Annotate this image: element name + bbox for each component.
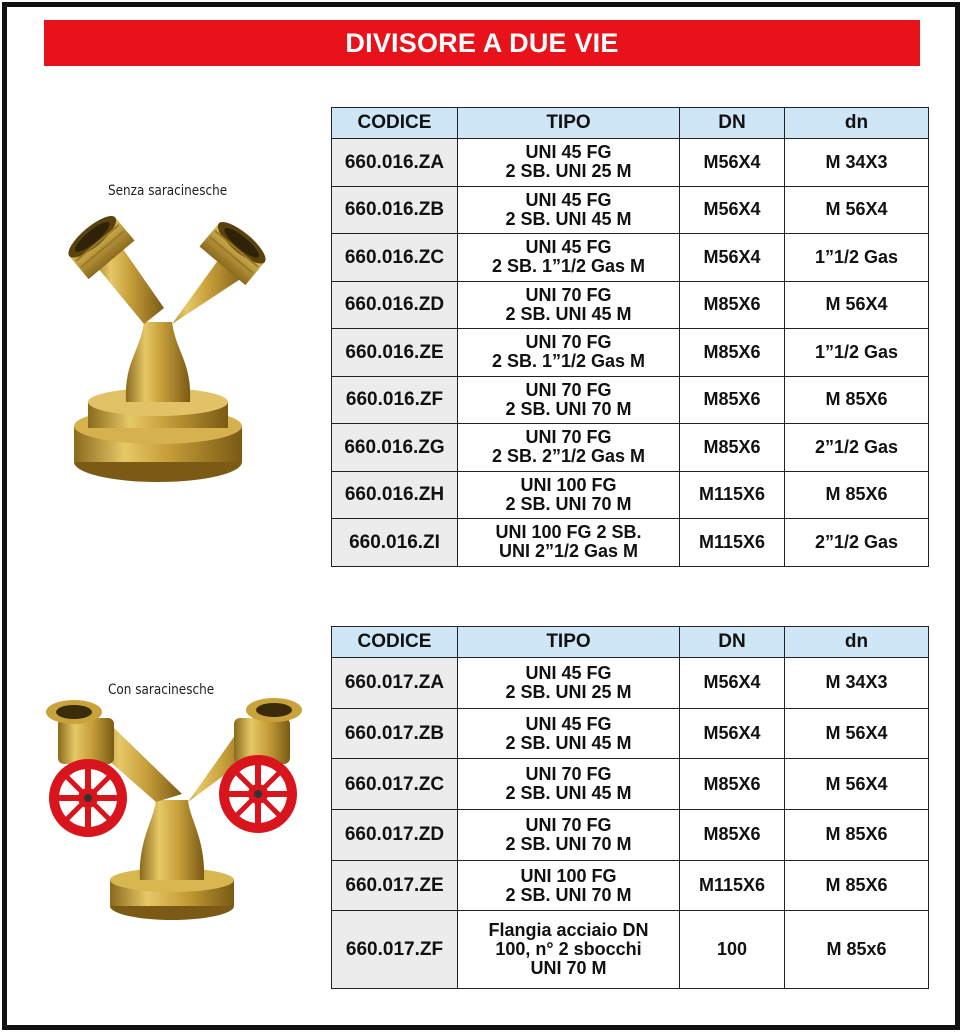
- cell-dn: M 85X6: [785, 471, 929, 519]
- table-row: [332, 234, 929, 282]
- cell-tipo: [458, 376, 680, 424]
- cell-codice: 660.016.ZF: [332, 376, 458, 424]
- table-row: [332, 658, 929, 709]
- table-row: [332, 519, 929, 567]
- cell-tipo: [458, 519, 680, 567]
- tipo-line-1: UNI 100 FG 2 SB.: [495, 522, 642, 543]
- cell-codice: 660.016.ZD: [332, 281, 458, 329]
- cell-dn: M 56X4: [785, 186, 929, 234]
- tipo-line-2: 2 SB. UNI 45 M: [505, 208, 632, 229]
- tipo-line-3: UNI 70 M: [530, 958, 607, 979]
- y-divider-with-valves-illustration: [22, 690, 322, 930]
- tipo-line-2: 2 SB. 1”1/2 Gas M: [491, 256, 646, 277]
- tipo-line-1: Flangia acciaio DN: [488, 920, 649, 941]
- cell-dn: M 85X6: [785, 376, 929, 424]
- header-codice: CODICE: [332, 108, 458, 139]
- tipo-line-2: 2 SB. UNI 25 M: [505, 161, 632, 182]
- cell-DN: M85X6: [680, 329, 785, 377]
- page-title: DIVISORE A DUE VIE: [44, 20, 920, 66]
- cell-codice: 660.016.ZI: [332, 519, 458, 567]
- header-dn: dn: [785, 627, 929, 658]
- tipo-line-1: UNI 45 FG: [525, 237, 612, 258]
- cell-dn: M 34X3: [785, 139, 929, 187]
- cell-tipo: [458, 708, 680, 759]
- cell-tipo: [458, 810, 680, 861]
- table-header-row: [332, 108, 929, 139]
- tipo-line-2: 2 SB. UNI 25 M: [505, 681, 632, 702]
- table-header-row: [332, 627, 929, 658]
- table-row: [332, 860, 929, 911]
- cell-codice: 660.017.ZA: [332, 658, 458, 709]
- cell-dn: 2”1/2 Gas: [785, 519, 929, 567]
- cell-codice: 660.016.ZE: [332, 329, 458, 377]
- tipo-line-1: UNI 70 FG: [525, 284, 612, 305]
- cell-dn: M 56X4: [785, 759, 929, 810]
- cell-codice: 660.016.ZG: [332, 424, 458, 472]
- table-row: [332, 911, 929, 989]
- cell-codice: 660.017.ZE: [332, 860, 458, 911]
- cell-tipo: [458, 658, 680, 709]
- tipo-line-2: 2 SB. 1”1/2 Gas M: [491, 351, 646, 372]
- cell-tipo: [458, 139, 680, 187]
- table-row: [332, 281, 929, 329]
- cell-DN: M56X4: [680, 658, 785, 709]
- cell-dn: M 85X6: [785, 860, 929, 911]
- tipo-line-1: UNI 70 FG: [525, 764, 612, 785]
- header-dn: dn: [785, 108, 929, 139]
- cell-DN: M85X6: [680, 424, 785, 472]
- cell-DN: M85X6: [680, 810, 785, 861]
- cell-tipo: [458, 186, 680, 234]
- header-codice: CODICE: [332, 627, 458, 658]
- table-row: [332, 139, 929, 187]
- cell-codice: 660.017.ZC: [332, 759, 458, 810]
- right-valve-handwheel-icon: [224, 760, 292, 828]
- cell-codice: 660.016.ZC: [332, 234, 458, 282]
- cell-DN: M56X4: [680, 708, 785, 759]
- cell-dn: M 85X6: [785, 810, 929, 861]
- tipo-line-1: UNI 45 FG: [525, 713, 612, 734]
- tipo-line-2: 2 SB. UNI 45 M: [505, 732, 632, 753]
- table-row: [332, 186, 929, 234]
- cell-tipo: [458, 911, 680, 989]
- cell-codice: 660.016.ZA: [332, 139, 458, 187]
- tipo-line-2: 100, n° 2 sbocchi: [495, 939, 642, 960]
- cell-tipo: [458, 860, 680, 911]
- table-row: [332, 376, 929, 424]
- cell-DN: M56X4: [680, 139, 785, 187]
- cell-DN: M56X4: [680, 186, 785, 234]
- header-tipo: TIPO: [458, 108, 680, 139]
- cell-codice: 660.017.ZD: [332, 810, 458, 861]
- tipo-line-1: UNI 100 FG: [520, 474, 617, 495]
- tipo-line-1: UNI 45 FG: [525, 189, 612, 210]
- cell-dn: 2”1/2 Gas: [785, 424, 929, 472]
- tipo-line-1: UNI 70 FG: [525, 814, 612, 835]
- cell-DN: M85X6: [680, 759, 785, 810]
- tipo-line-1: UNI 70 FG: [525, 332, 612, 353]
- tipo-line-1: UNI 45 FG: [525, 142, 612, 163]
- tipo-line-1: UNI 100 FG: [520, 865, 617, 886]
- cell-tipo: [458, 234, 680, 282]
- cell-tipo: [458, 329, 680, 377]
- cell-dn: M 56X4: [785, 708, 929, 759]
- cell-dn: M 56X4: [785, 281, 929, 329]
- cell-dn: M 85x6: [785, 911, 929, 989]
- tipo-line-2: UNI 2”1/2 Gas M: [498, 541, 639, 562]
- header-tipo: TIPO: [458, 627, 680, 658]
- tipo-line-2: 2 SB. 2”1/2 Gas M: [491, 446, 646, 467]
- cell-DN: M85X6: [680, 281, 785, 329]
- cell-tipo: [458, 471, 680, 519]
- tipo-line-2: 2 SB. UNI 70 M: [505, 493, 632, 514]
- cell-DN: 100: [680, 911, 785, 989]
- table-without-valves: [331, 107, 929, 567]
- cell-tipo: [458, 759, 680, 810]
- tipo-line-2: 2 SB. UNI 70 M: [505, 398, 632, 419]
- cell-DN: M56X4: [680, 234, 785, 282]
- cell-codice: 660.017.ZB: [332, 708, 458, 759]
- table-row: [332, 708, 929, 759]
- table-row: [332, 810, 929, 861]
- tipo-line-1: UNI 45 FG: [525, 662, 612, 683]
- caption-without-valves: Senza saracinesche: [108, 183, 228, 199]
- cell-dn: 1”1/2 Gas: [785, 234, 929, 282]
- table-row: [332, 424, 929, 472]
- cell-DN: M115X6: [680, 860, 785, 911]
- table-row: [332, 471, 929, 519]
- left-valve-handwheel-icon: [54, 764, 122, 832]
- cell-dn: 1”1/2 Gas: [785, 329, 929, 377]
- tipo-line-1: UNI 70 FG: [525, 379, 612, 400]
- header-DN: DN: [680, 627, 785, 658]
- cell-DN: M115X6: [680, 519, 785, 567]
- table-with-valves: [331, 626, 929, 989]
- header-DN: DN: [680, 108, 785, 139]
- tipo-line-2: 2 SB. UNI 45 M: [505, 783, 632, 804]
- cell-DN: M115X6: [680, 471, 785, 519]
- cell-codice: 660.016.ZH: [332, 471, 458, 519]
- cell-tipo: [458, 281, 680, 329]
- tipo-line-2: 2 SB. UNI 70 M: [505, 833, 632, 854]
- table-row: [332, 329, 929, 377]
- tipo-line-2: 2 SB. UNI 45 M: [505, 303, 632, 324]
- cell-DN: M85X6: [680, 376, 785, 424]
- cell-dn: M 34X3: [785, 658, 929, 709]
- tipo-line-2: 2 SB. UNI 70 M: [505, 884, 632, 905]
- cell-codice: 660.017.ZF: [332, 911, 458, 989]
- table-row: [332, 759, 929, 810]
- tipo-line-1: UNI 70 FG: [525, 427, 612, 448]
- cell-tipo: [458, 424, 680, 472]
- cell-codice: 660.016.ZB: [332, 186, 458, 234]
- caption-with-valves: Con saracinesche: [108, 682, 215, 698]
- y-divider-illustration: [48, 212, 272, 492]
